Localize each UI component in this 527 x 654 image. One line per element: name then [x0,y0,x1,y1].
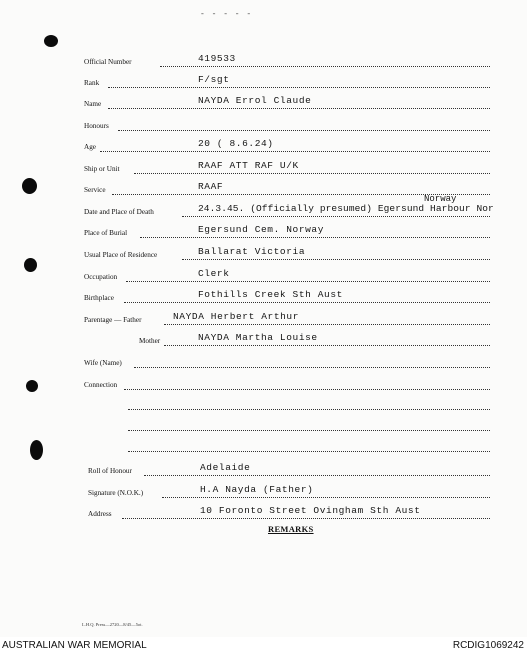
label-connection: Connection [84,381,118,389]
field-signature-nok [0,486,527,500]
value-signature-nok: H.A Nayda (Father) [200,484,314,495]
dotted-line [122,518,490,519]
top-mark: - - - - - [200,10,253,19]
field-wife [0,356,527,370]
dotted-line [100,151,490,152]
label-official-number: Official Number [84,58,132,66]
value-mother: NAYDA Martha Louise [198,332,318,343]
punch-hole-1 [44,35,58,47]
dotted-line [126,281,490,282]
label-name: Name [84,100,102,108]
dotted-line [140,237,490,238]
label-rank: Rank [84,79,100,87]
label-parentage-father: Parentage — Father [84,316,142,324]
dotted-line [134,367,490,368]
printer-note: L.H.Q. Press—2720—8/45—5ot. [82,622,143,627]
dotted-line [164,324,490,325]
field-birthplace [0,291,527,305]
dotted-line [162,497,490,498]
label-date-place-death: Date and Place of Death [84,208,154,216]
value-rank: F/sgt [198,74,230,85]
field-place-burial [0,226,527,240]
field-date-place-death [0,194,527,219]
value-ship-or-unit: RAAF ATT RAF U/K [198,160,299,171]
dotted-line [124,389,490,390]
value-age: 20 ( 8.6.24) [198,138,274,149]
value-occupation: Clerk [198,268,230,279]
label-roll-of-honour: Roll of Honour [88,467,132,475]
value-parentage-father: NAYDA Herbert Arthur [173,311,300,322]
dotted-line [124,302,490,303]
connection-extra-line [128,430,490,431]
value-death-overtype: Norway [424,194,457,204]
field-name [0,97,527,111]
value-date-place-death: 24.3.45. (Officially presumed) Egersund Harbour Nor [198,203,494,214]
label-honours: Honours [84,122,109,130]
label-age: Age [84,143,96,151]
field-honours [0,119,527,133]
dotted-line [144,475,490,476]
label-occupation: Occupation [84,273,118,281]
field-usual-residence [0,248,527,262]
label-birthplace: Birthplace [84,294,114,302]
value-official-number: 419533 [198,53,236,64]
field-age [0,140,527,154]
label-mother: Mother [139,337,161,345]
field-mother [0,334,527,348]
dotted-line [118,130,490,131]
label-address: Address [88,510,112,518]
field-official-number [0,55,527,69]
connection-extra-line [128,409,490,410]
label-ship-or-unit: Ship or Unit [84,165,120,173]
field-roll-of-honour [0,464,527,478]
footer-institution: AUSTRALIAN WAR MEMORIAL [2,640,147,651]
field-parentage-father [0,313,527,327]
dotted-line [108,87,490,88]
field-ship-or-unit [0,162,527,176]
field-address [0,507,527,521]
dotted-line [108,108,490,109]
value-address: 10 Foronto Street Ovingham Sth Aust [200,505,421,516]
punch-hole-5 [30,440,43,460]
dotted-line [164,345,490,346]
label-usual-residence: Usual Place of Residence [84,251,158,259]
value-birthplace: Fothills Creek Sth Aust [198,289,343,300]
archive-footer [0,637,527,654]
value-service: RAAF [198,181,224,192]
field-occupation [0,270,527,284]
field-rank [0,76,527,90]
label-place-burial: Place of Burial [84,229,128,237]
remarks-heading: REMARKS [268,524,314,534]
footer-record-id: RCDIG1069242 [452,640,524,651]
label-signature-nok: Signature (N.O.K.) [88,489,144,497]
dotted-line [182,259,490,260]
value-usual-residence: Ballarat Victoria [198,246,306,257]
field-connection [0,378,527,392]
value-place-burial: Egersund Cem. Norway [198,224,325,235]
dotted-line [160,66,490,67]
value-roll-of-honour: Adelaide [200,462,251,473]
label-service: Service [84,186,106,194]
dotted-line [182,216,490,217]
connection-extra-line [128,451,490,452]
label-wife: Wife (Name) [84,359,122,367]
dotted-line [134,173,490,174]
value-name: NAYDA Errol Claude [198,95,312,106]
